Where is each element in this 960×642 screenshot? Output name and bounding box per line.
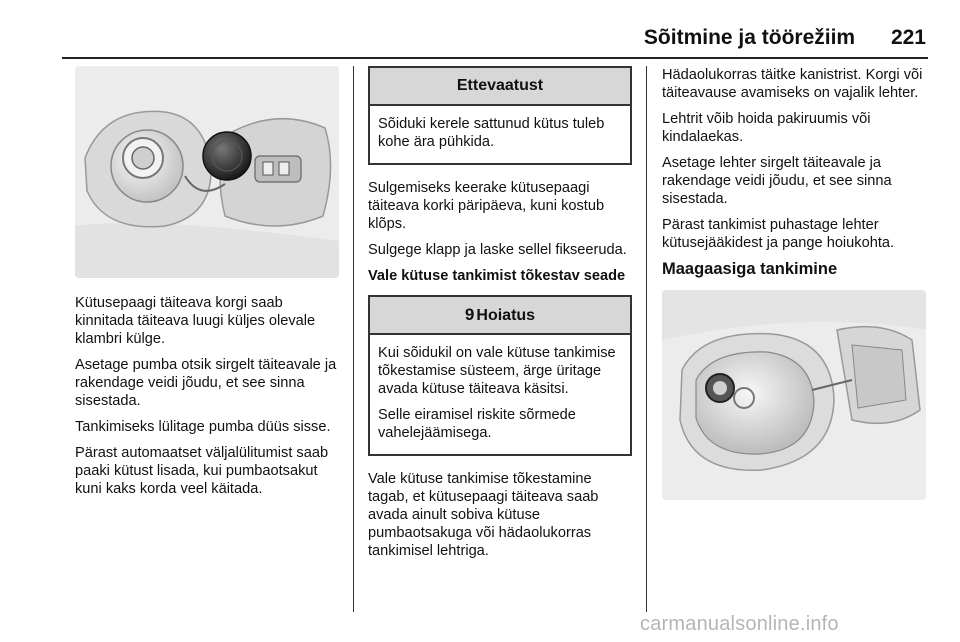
warning-triangle-icon: 9 <box>464 305 475 324</box>
column-divider-1 <box>353 66 354 612</box>
paragraph: Lehtrit võib hoida pakiruumis või kindalaekas. <box>662 111 871 145</box>
caution-box <box>368 66 632 165</box>
caution-heading: Ettevaatust <box>370 68 630 106</box>
section-subheading: Vale kütuse tankimist tõkestav seade <box>368 268 626 284</box>
section-heading: Maagaasiga tankimine <box>662 260 838 278</box>
fuel-cap-drawing <box>75 66 339 278</box>
column-divider-2 <box>646 66 647 612</box>
warning-heading: Hoiatus <box>476 307 536 324</box>
fuel-cap-illustration <box>75 66 339 278</box>
warning-header <box>370 297 630 335</box>
gas-filler-drawing <box>662 290 926 500</box>
right-column <box>662 66 928 500</box>
middle-column <box>368 66 632 568</box>
paragraph: Pärast tankimist puhastage lehter kütusejääkidest ja pange hoiukohta. <box>662 217 895 251</box>
paragraph: Tankimiseks lülitage pumba düüs sisse. <box>75 419 331 435</box>
paragraph: Kütusepaagi täiteava korgi saab kinnitada täiteava luugi küljes olevale klambri külge. <box>75 295 316 347</box>
page-header <box>620 26 926 50</box>
paragraph: Asetage pumba otsik sirgelt täiteavale ja rakendage veidi jõudu, et see sinna sisestada. <box>75 357 337 409</box>
header-divider <box>62 57 928 59</box>
left-column <box>75 66 341 506</box>
warning-box <box>368 295 632 456</box>
gas-filler-illustration <box>662 290 926 500</box>
paragraph: Vale kütuse tankimise tõkestamine tagab, et kütusepaagi täiteava saab avada ainult sobiva kütuse pumbaotsakuga või hädaolukorras tankimisel lehtriga. <box>368 471 599 559</box>
warning-text: Kui sõidukil on vale kütuse tankimise tõkestamise süsteem, ärge üritage avada kütuse täiteava käsitsi. <box>378 345 616 397</box>
paragraph: Asetage lehter sirgelt täiteavale ja rakendage veidi jõudu, et see sinna sisestada. <box>662 155 892 207</box>
watermark: carmanualsonline.info <box>640 613 839 635</box>
page-number: 221 <box>890 26 926 49</box>
paragraph: Hädaolukorras täitke kanistrist. Korgi või täiteavause avamiseks on vajalik lehter. <box>662 67 923 101</box>
paragraph: Sulgemiseks keerake kütusepaagi täiteava korki päripäeva, kuni kostub klõps. <box>368 180 605 232</box>
paragraph: Pärast automaatset väljalülitumist saab paaki kütust lisada, kui pumbaotsakut kuni kaks korda veel käitada. <box>75 445 329 497</box>
warning-text: Selle eiramisel riskite sõrmede vahelejäämisega. <box>378 407 576 441</box>
page-title: Sõitmine ja töörežiim <box>643 26 856 49</box>
caution-text: Sõiduki kerele sattunud kütus tuleb kohe ära pühkida. <box>378 116 605 150</box>
paragraph: Sulgege klapp ja laske sellel fikseeruda. <box>368 242 627 258</box>
